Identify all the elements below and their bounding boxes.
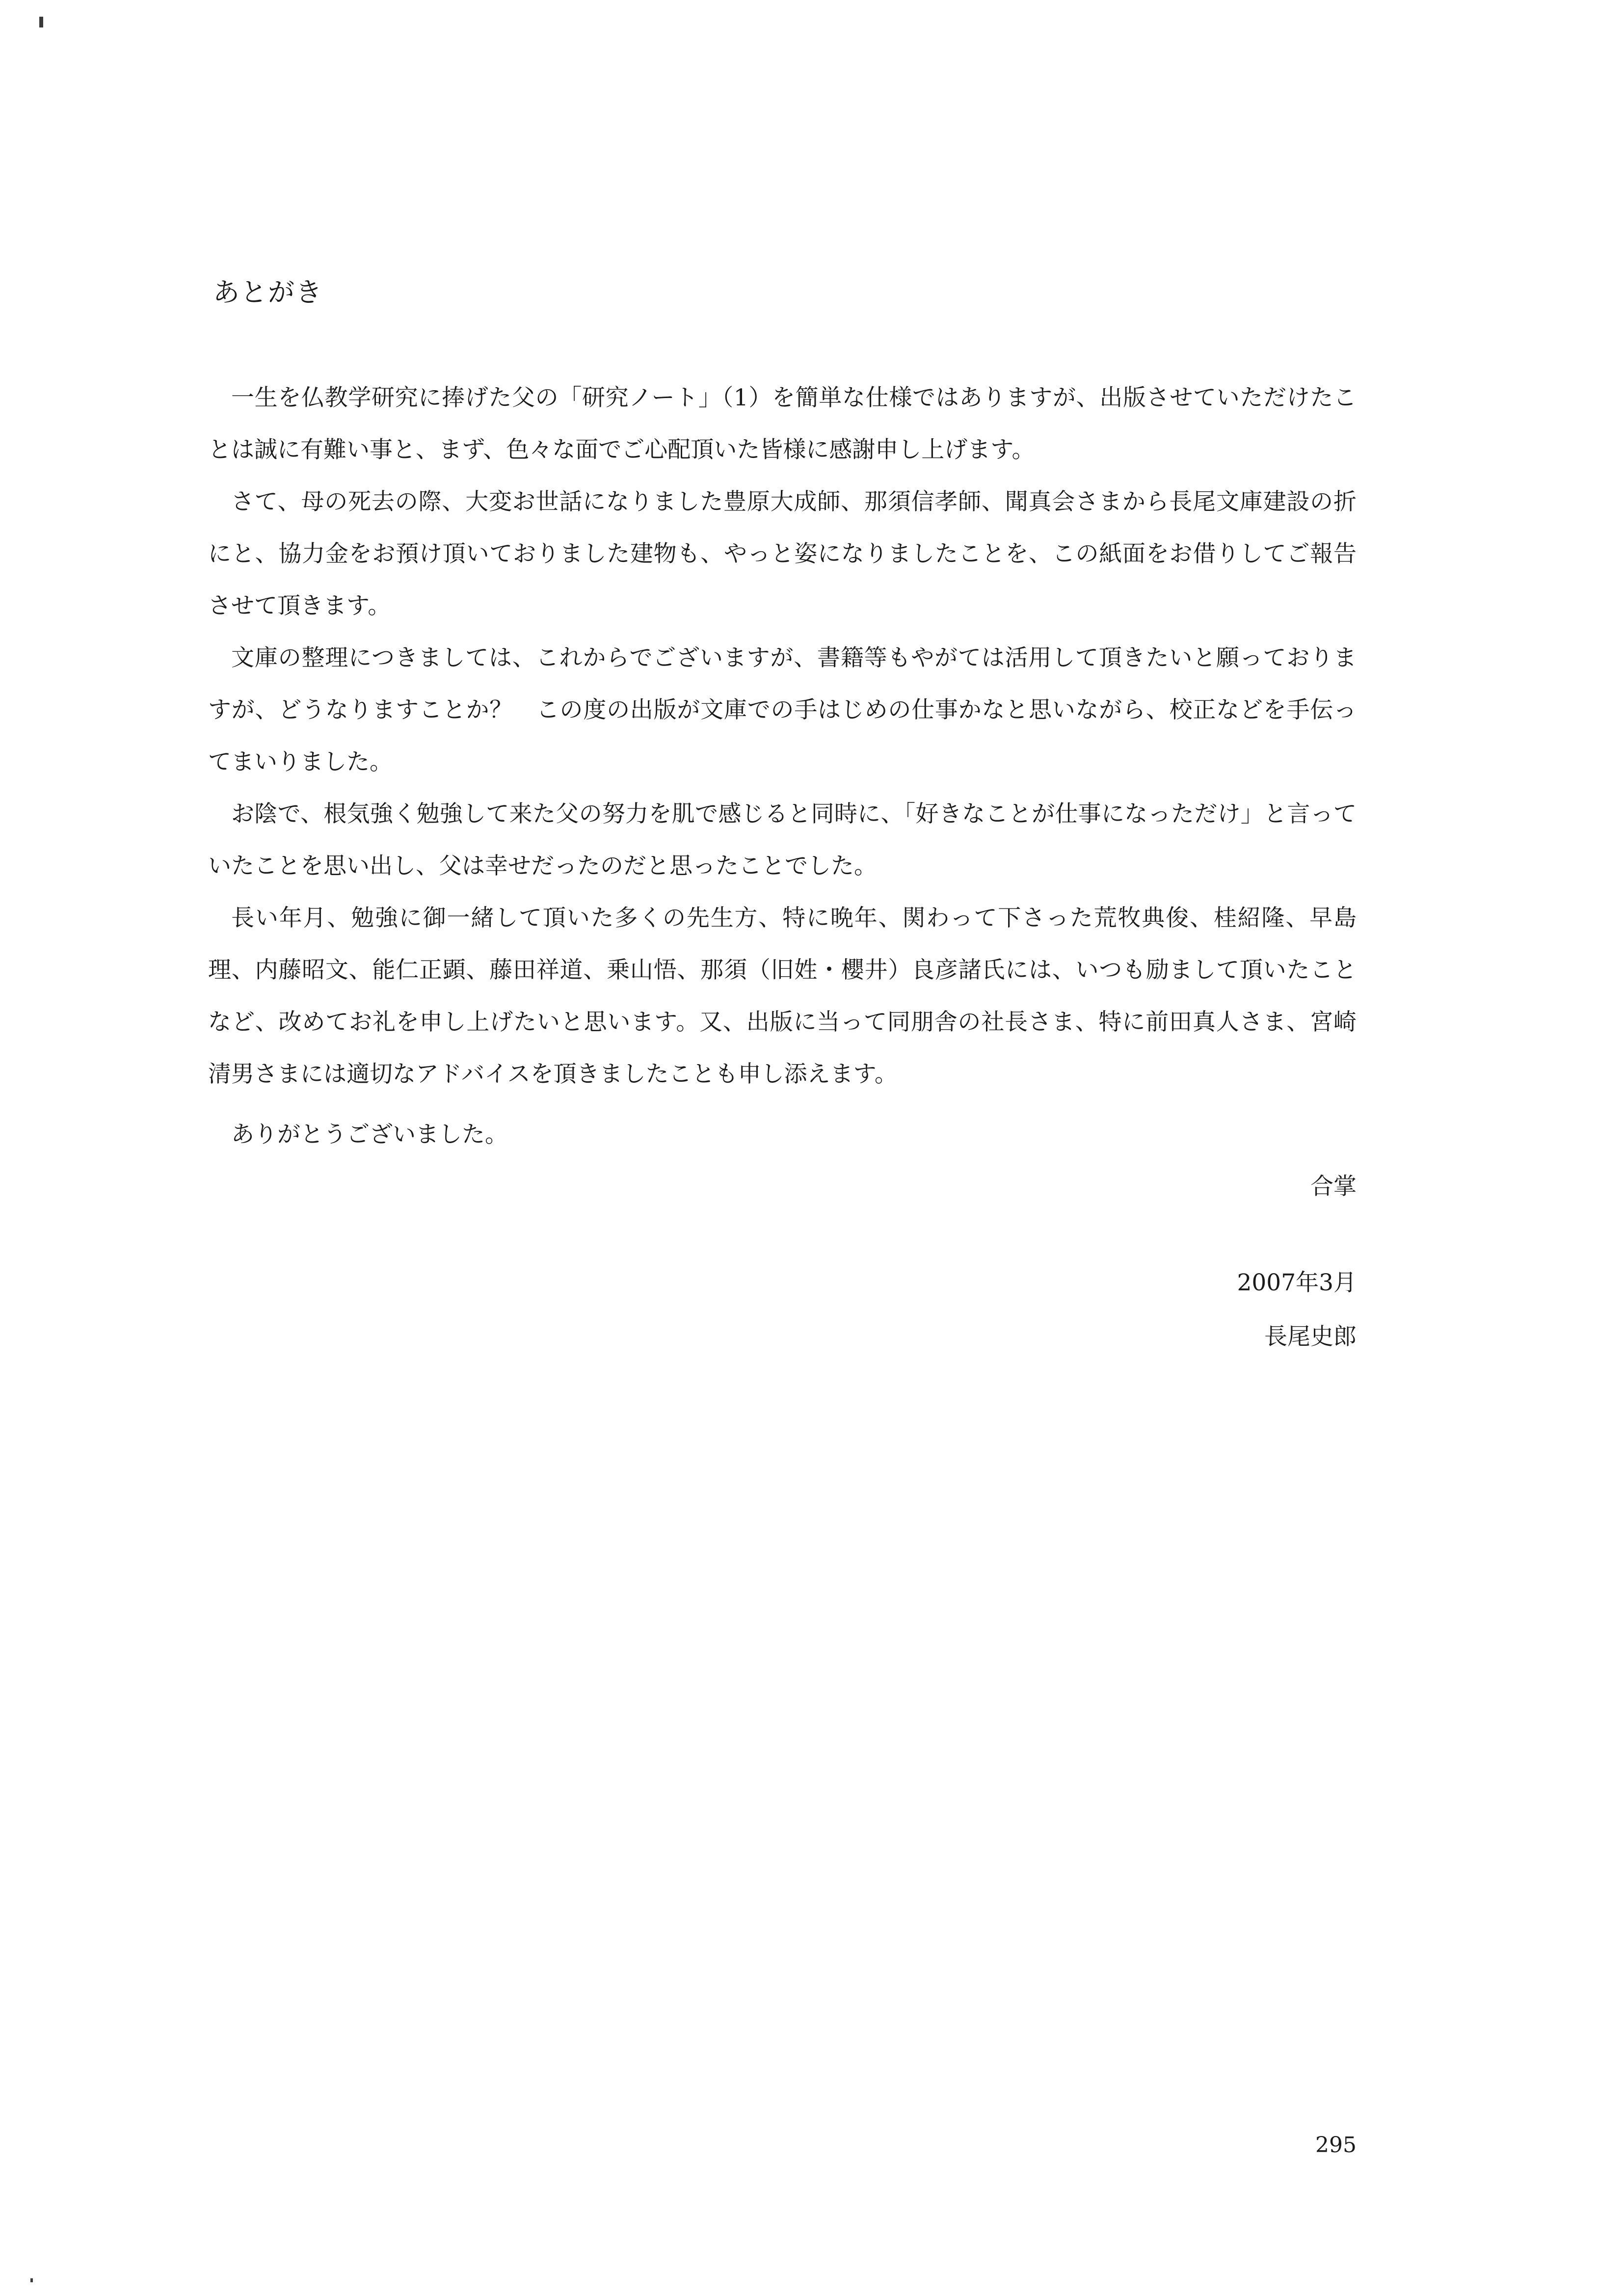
gassho-signoff: 合掌 bbox=[1310, 1173, 1357, 1200]
scan-speck bbox=[30, 2278, 33, 2282]
author-name: 長尾史郎 bbox=[1264, 1323, 1357, 1350]
scan-speck bbox=[39, 17, 43, 27]
closing-line: ありがとうございました。 bbox=[231, 1121, 508, 1148]
page-title: あとがき bbox=[213, 277, 323, 308]
paragraph: さて、母の死去の際、大変お世話になりました豊原大成師、那須信孝師、聞真会さまから長尾文庫建設の折にと、協力金をお預け頂いておりました建物も、やっと姿になりましたことを、この紙面をお借りしてご報告させて頂きます。 bbox=[208, 488, 1357, 619]
afterword-body bbox=[208, 372, 1357, 1100]
paragraph: 長い年月、勉強に御一緒して頂いた多くの先生方、特に晩年、関わって下さった荒牧典俊、桂紹隆、早島理、内藤昭文、能仁正顕、藤田祥道、乗山悟、那須（旧姓・櫻井）良彦諸氏には、いつも励まして頂いたことなど、改めてお礼を申し上げたいと思います。又、出版に当って同朋舎の社長さま、特に前田真人さま、宮崎清男さまには適切なアドバイスを頂きましたことも申し添えます。 bbox=[208, 905, 1357, 1088]
page-number: 295 bbox=[1315, 2133, 1357, 2158]
paragraph: 文庫の整理につきましては、これからでございますが、書籍等もやがては活用して頂きたいと願っておりますが、どうなりますことか？ この度の出版が文庫での手はじめの仕事かなと思いながら、校正などを手伝ってまいりました。 bbox=[208, 644, 1357, 775]
paragraph: 一生を仏教学研究に捧げた父の「研究ノート」（1）を簡単な仕様ではありますが、出版させていただけたことは誠に有難い事と、まず、色々な面でご心配頂いた皆様に感謝申し上げます。 bbox=[208, 384, 1357, 463]
date-line: 2007年3月 bbox=[1237, 1269, 1357, 1296]
paragraph: お陰で、根気強く勉強して来た父の努力を肌で感じると同時に、「好きなことが仕事になっただけ」と言っていたことを思い出し、父は幸せだったのだと思ったことでした。 bbox=[208, 801, 1357, 880]
